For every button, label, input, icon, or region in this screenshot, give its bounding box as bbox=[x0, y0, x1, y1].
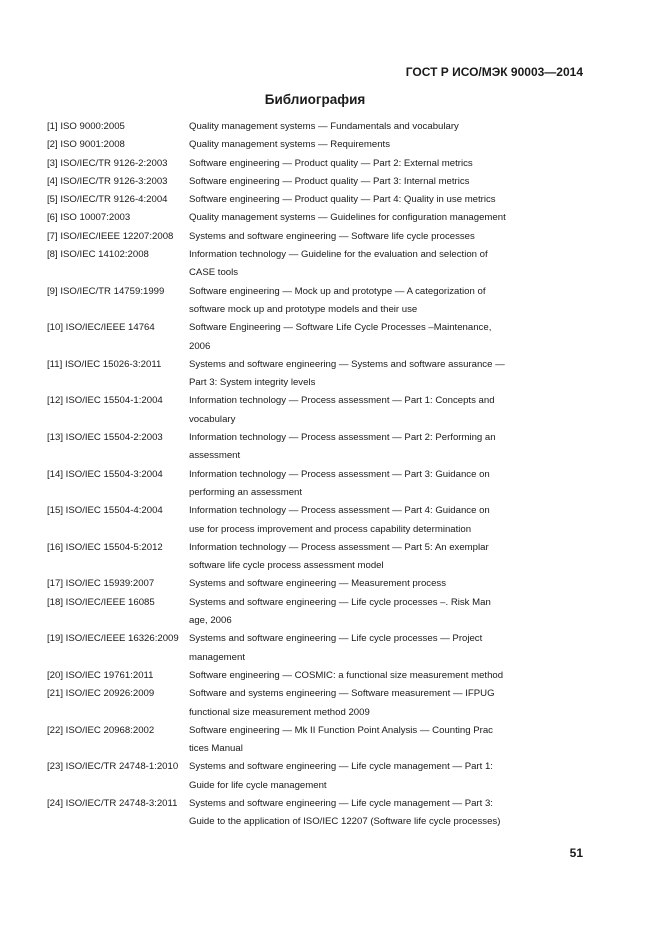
document-header: ГОСТ Р ИСО/МЭК 90003—2014 bbox=[405, 65, 583, 79]
bibliography-entry bbox=[47, 795, 527, 832]
entry-description-line: CASE tools bbox=[189, 267, 239, 279]
entry-description-line: Information technology — Process assessment — Part 4: Guidance on bbox=[189, 505, 490, 517]
entry-description bbox=[189, 594, 527, 631]
entry-description bbox=[189, 722, 527, 759]
entry-description-line: Quality management systems — Requirements bbox=[189, 139, 391, 151]
entry-description bbox=[189, 118, 527, 136]
entry-description-line: Systems and software engineering — Software life cycle processes bbox=[189, 230, 475, 242]
entry-description-line: Systems and software engineering — Systems and software assurance — bbox=[189, 358, 505, 370]
bibliography-entry bbox=[47, 429, 527, 466]
bibliography-entry bbox=[47, 209, 527, 227]
bibliography-entry bbox=[47, 594, 527, 631]
entry-description-line: age, 2006 bbox=[189, 615, 232, 627]
entry-description-line: performing an assessment bbox=[189, 486, 303, 498]
entry-reference: [17] ISO/IEC 15939:2007 bbox=[47, 578, 155, 590]
bibliography-entry bbox=[47, 173, 527, 191]
entry-description-line: assessment bbox=[189, 450, 241, 462]
entry-description-line: Part 3: System integrity levels bbox=[189, 377, 316, 389]
entry-reference: [20] ISO/IEC 19761:2011 bbox=[47, 669, 154, 681]
bibliography-list bbox=[47, 118, 527, 832]
entry-description-line: software life cycle process assessment model bbox=[189, 560, 384, 572]
bibliography-entry bbox=[47, 539, 527, 576]
entry-description-line: Information technology — Process assessment — Part 5: An exemplar bbox=[189, 541, 489, 553]
entry-description bbox=[189, 502, 527, 539]
entry-description-line: software mock up and prototype models and their use bbox=[189, 303, 418, 315]
entry-description-line: Software engineering — Product quality — Part 4: Quality in use metrics bbox=[189, 194, 496, 206]
entry-description-line: 2006 bbox=[189, 340, 211, 352]
entry-description bbox=[189, 429, 527, 466]
entry-reference: [21] ISO/IEC 20926:2009 bbox=[47, 688, 155, 700]
entry-description-line: Software engineering — Product quality — Part 2: External metrics bbox=[189, 157, 473, 169]
entry-description-line: Software engineering — COSMIC: a functional size measurement method bbox=[189, 669, 504, 681]
entry-description bbox=[189, 136, 527, 154]
entry-reference: [22] ISO/IEC 20968:2002 bbox=[47, 724, 155, 736]
page-title: Библиография bbox=[264, 92, 366, 107]
entry-description bbox=[189, 575, 527, 593]
bibliography-entry bbox=[47, 758, 527, 795]
entry-reference: [5] ISO/IEC/TR 9126-4:2004 bbox=[47, 194, 168, 206]
entry-description-line: Information technology — Process assessment — Part 1: Concepts and bbox=[189, 395, 495, 407]
bibliography-entry bbox=[47, 722, 527, 759]
entry-description bbox=[189, 667, 527, 685]
entry-reference: [10] ISO/IEC/IEEE 14764 bbox=[47, 322, 155, 334]
entry-reference: [14] ISO/IEC 15504-3:2004 bbox=[47, 468, 163, 480]
entry-reference: [18] ISO/IEC/IEEE 16085 bbox=[47, 596, 155, 608]
entry-description bbox=[189, 283, 527, 320]
bibliography-entry bbox=[47, 155, 527, 173]
entry-description-line: Systems and software engineering — Life cycle processes –. Risk Man bbox=[189, 596, 491, 608]
entry-reference: [7] ISO/IEC/IEEE 12207:2008 bbox=[47, 230, 174, 242]
entry-description-line: Systems and software engineering — Life cycle processes — Project bbox=[189, 633, 483, 645]
entry-description bbox=[189, 356, 527, 393]
entry-description bbox=[189, 246, 527, 283]
entry-description-line: Systems and software engineering — Life cycle management — Part 3: bbox=[189, 797, 493, 809]
entry-description bbox=[189, 228, 527, 246]
entry-reference: [11] ISO/IEC 15026-3:2011 bbox=[47, 358, 162, 370]
entry-reference: [15] ISO/IEC 15504-4:2004 bbox=[47, 505, 163, 517]
entry-reference: [1] ISO 9000:2005 bbox=[47, 121, 125, 132]
entry-description-line: tices Manual bbox=[189, 743, 243, 755]
bibliography-entry bbox=[47, 356, 527, 393]
bibliography-entry bbox=[47, 575, 527, 593]
entry-reference: [2] ISO 9001:2008 bbox=[47, 139, 125, 151]
entry-description-line: Information technology — Guideline for the evaluation and selection of bbox=[189, 249, 488, 261]
entry-description-line: Software engineering — Mock up and prototype — A categorization of bbox=[189, 285, 486, 297]
entry-reference: [13] ISO/IEC 15504-2:2003 bbox=[47, 432, 163, 444]
entry-description-line: Systems and software engineering — Measurement process bbox=[189, 578, 447, 590]
entry-reference: [6] ISO 10007:2003 bbox=[47, 212, 131, 224]
entry-description-line: Quality management systems — Guidelines for configuration management bbox=[189, 212, 506, 224]
bibliography-entry bbox=[47, 502, 527, 539]
entry-description bbox=[189, 173, 527, 191]
bibliography-entry bbox=[47, 466, 527, 503]
entry-description-line: use for process improvement and process capability determination bbox=[189, 523, 472, 535]
bibliography-entry bbox=[47, 136, 527, 154]
bibliography-entry bbox=[47, 283, 527, 320]
entry-description-line: Information technology — Process assessment — Part 3: Guidance on bbox=[189, 468, 490, 480]
entry-reference: [9] ISO/IEC/TR 14759:1999 bbox=[47, 285, 165, 297]
entry-description-line: Information technology — Process assessment — Part 2: Performing an bbox=[189, 432, 496, 444]
entry-description bbox=[189, 392, 527, 429]
entry-reference: [12] ISO/IEC 15504-1:2004 bbox=[47, 395, 163, 407]
bibliography-entry bbox=[47, 630, 527, 667]
entry-description-line: Software engineering — Product quality — Part 3: Internal metrics bbox=[189, 175, 470, 187]
entry-description bbox=[189, 685, 527, 722]
entry-description-line: management bbox=[189, 651, 245, 663]
bibliography-entry bbox=[47, 228, 527, 246]
entry-description-line: Software and systems engineering — Software measurement — IFPUG bbox=[189, 688, 495, 700]
entry-description bbox=[189, 795, 527, 832]
entry-reference: [3] ISO/IEC/TR 9126-2:2003 bbox=[47, 157, 168, 169]
entry-description bbox=[189, 539, 527, 576]
entry-description bbox=[189, 319, 527, 356]
entry-description-line: Systems and software engineering — Life cycle management — Part 1: bbox=[189, 761, 493, 773]
bibliography-entry bbox=[47, 118, 527, 136]
entry-reference: [8] ISO/IEC 14102:2008 bbox=[47, 249, 149, 261]
entry-description-line: vocabulary bbox=[189, 413, 236, 425]
entry-description-line: Quality management systems — Fundamentals and vocabulary bbox=[189, 121, 459, 132]
entry-description-line: Software Engineering — Software Life Cycle Processes –Maintenance, bbox=[189, 322, 492, 334]
entry-reference: [4] ISO/IEC/TR 9126-3:2003 bbox=[47, 175, 168, 187]
entry-reference: [19] ISO/IEC/IEEE 16326:2009 bbox=[47, 633, 179, 645]
entry-description-line: Guide to the application of ISO/IEC 12207 (Software life cycle processes) bbox=[189, 816, 501, 828]
entry-description bbox=[189, 209, 527, 227]
entry-description bbox=[189, 466, 527, 503]
bibliography-entry bbox=[47, 319, 527, 356]
entry-reference: [16] ISO/IEC 15504-5:2012 bbox=[47, 541, 163, 553]
page-number: 51 bbox=[569, 846, 583, 860]
bibliography-entry bbox=[47, 685, 527, 722]
bibliography-entry bbox=[47, 392, 527, 429]
bibliography-entry bbox=[47, 246, 527, 283]
entry-description bbox=[189, 191, 527, 209]
entry-description-line: Software engineering — Mk II Function Point Analysis — Counting Prac bbox=[189, 724, 493, 736]
entry-description-line: Guide for life cycle management bbox=[189, 779, 327, 791]
entry-reference: [23] ISO/IEC/TR 24748-1:2010 bbox=[47, 761, 179, 773]
bibliography-entry bbox=[47, 667, 527, 685]
entry-reference: [24] ISO/IEC/TR 24748-3:2011 bbox=[47, 797, 178, 809]
entry-description bbox=[189, 758, 527, 795]
entry-description bbox=[189, 155, 527, 173]
bibliography-entry bbox=[47, 191, 527, 209]
entry-description bbox=[189, 630, 527, 667]
entry-description-line: functional size measurement method 2009 bbox=[189, 706, 370, 718]
